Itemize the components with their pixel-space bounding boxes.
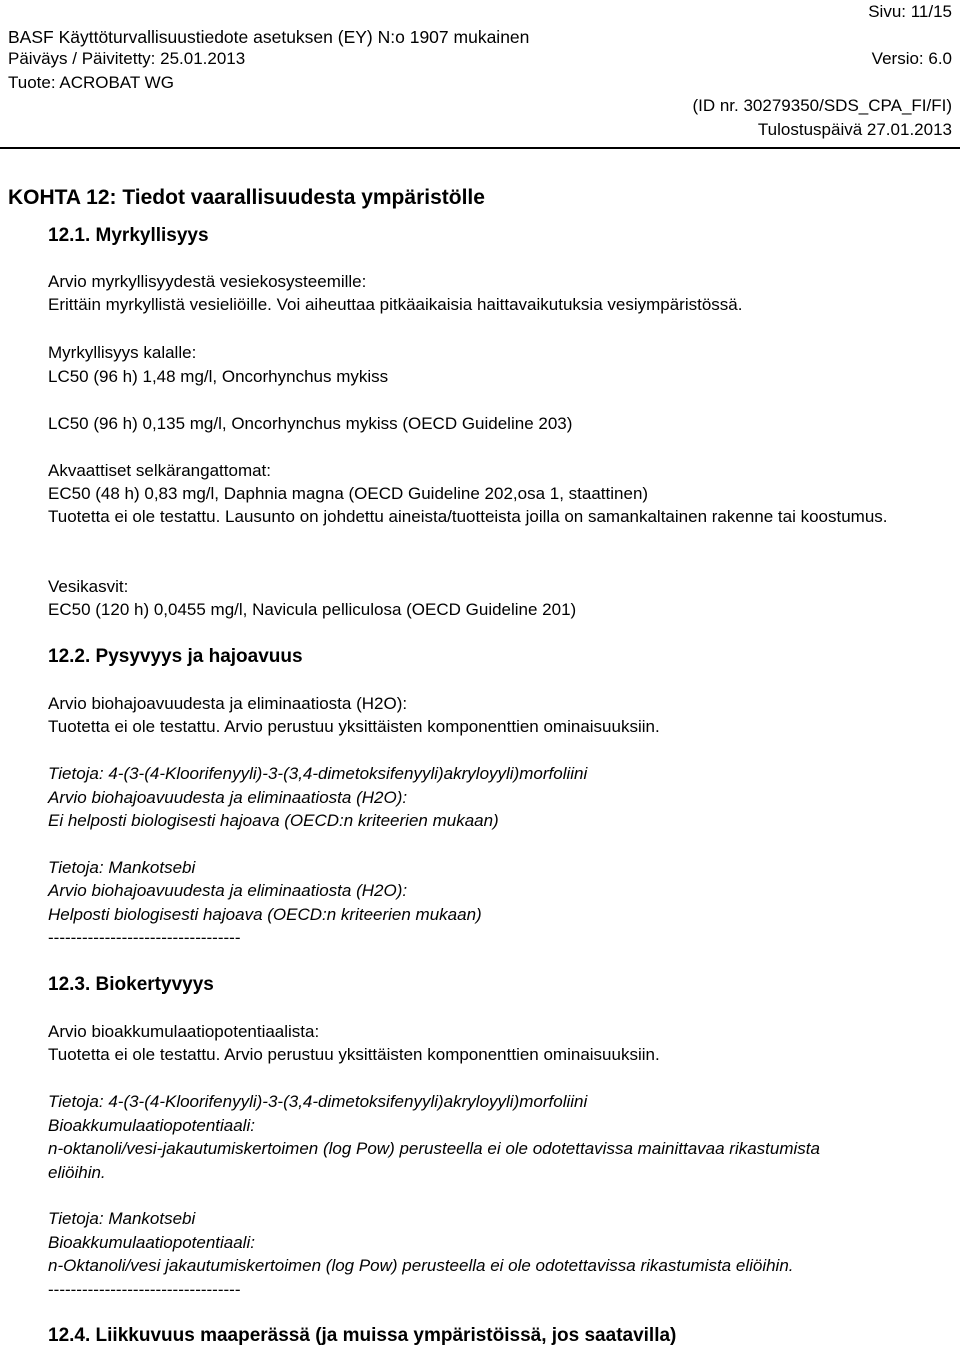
bioaccumulation-text: Tuotetta ei ole testattu. Arvio perustuu yksittäisten komponenttien ominaisuuksiin. <box>48 1045 660 1064</box>
heading-12-1: 12.1. Myrkyllisyys <box>48 225 209 246</box>
aquatic-plants-label: Vesikasvit: <box>48 577 129 596</box>
document-id: (ID nr. 30279350/SDS_CPA_FI/FI) <box>692 96 952 115</box>
fish-toxicity-2: LC50 (96 h) 0,135 mg/l, Oncorhynchus mykiss (OECD Guideline 203) <box>48 414 573 433</box>
component-2-text: Helposti biologisesti hajoava (OECD:n kriteerien mukaan) <box>48 905 482 924</box>
bio-component-1-label: Bioakkumulaatiopotentiaali: <box>48 1116 255 1135</box>
component-1-text: Ei helposti biologisesti hajoava (OECD:n kriteerien mukaan) <box>48 811 499 830</box>
section-title: KOHTA 12: Tiedot vaarallisuudesta ympäristölle <box>8 186 485 209</box>
aquatic-assessment-text: Erittäin myrkyllistä vesieliöille. Voi aiheuttaa pitkäaikaisia haittavaikutuksia vesiympäristössä. <box>48 295 743 314</box>
invertebrates-2: Tuotetta ei ole testattu. Lausunto on johdettu aineista/tuotteista joilla on samankaltainen rakenne tai koostumus. <box>48 507 888 526</box>
bio-component-1-info: Tietoja: 4-(3-(4-Kloorifenyyli)-3-(3,4-dimetoksifenyyli)akryloyyli)morfoliini <box>48 1092 588 1111</box>
revision-date: Päiväys / Päivitetty: 25.01.2013 <box>8 49 246 68</box>
invertebrates-label: Akvaattiset selkärangattomat: <box>48 461 272 480</box>
biodegradation-label: Arvio biohajoavuudesta ja eliminaatiosta (H2O): <box>48 694 408 713</box>
bioaccumulation-label: Arvio bioakkumulaatiopotentiaalista: <box>48 1022 320 1041</box>
heading-12-2: 12.2. Pysyvyys ja hajoavuus <box>48 646 303 667</box>
product-name: Tuote: ACROBAT WG <box>8 73 174 92</box>
invertebrates-1: EC50 (48 h) 0,83 mg/l, Daphnia magna (OECD Guideline 202,osa 1, staattinen) <box>48 484 649 503</box>
component-1-info: Tietoja: 4-(3-(4-Kloorifenyyli)-3-(3,4-dimetoksifenyyli)akryloyyli)morfoliini <box>48 764 588 783</box>
document-title: BASF Käyttöturvallisuustiedote asetuksen (EY) N:o 1907 mukainen <box>8 27 530 47</box>
bio-component-2-info: Tietoja: Mankotsebi <box>48 1209 196 1228</box>
divider-12-2: ---------------------------------- <box>48 928 241 947</box>
page-number: Sivu: 11/15 <box>868 2 952 21</box>
aquatic-assessment-label: Arvio myrkyllisyydestä vesiekosysteemille: <box>48 272 367 291</box>
component-2-label: Arvio biohajoavuudesta ja eliminaatiosta (H2O): <box>48 881 408 900</box>
bio-component-2-label: Bioakkumulaatiopotentiaali: <box>48 1233 255 1252</box>
print-date: Tulostuspäivä 27.01.2013 <box>757 120 952 139</box>
component-2-info: Tietoja: Mankotsebi <box>48 858 196 877</box>
biodegradation-text: Tuotetta ei ole testattu. Arvio perustuu yksittäisten komponenttien ominaisuuksiin. <box>48 717 660 736</box>
fish-toxicity-1: LC50 (96 h) 1,48 mg/l, Oncorhynchus mykiss <box>48 367 389 386</box>
fish-toxicity-label: Myrkyllisyys kalalle: <box>48 343 197 362</box>
heading-12-4: 12.4. Liikkuvuus maaperässä (ja muissa ympäristöissä, jos saatavilla) <box>48 1325 677 1346</box>
component-1-label: Arvio biohajoavuudesta ja eliminaatiosta (H2O): <box>48 788 408 807</box>
heading-12-3: 12.3. Biokertyvyys <box>48 974 214 995</box>
bio-component-2-text: n-Oktanoli/vesi jakautumiskertoimen (log Pow) perusteella ei ole odotettavissa rikastumista eliöihin. <box>48 1256 794 1275</box>
aquatic-plants-1: EC50 (120 h) 0,0455 mg/l, Navicula pelliculosa (OECD Guideline 201) <box>48 600 577 619</box>
header-divider <box>0 147 960 149</box>
version: Versio: 6.0 <box>871 49 952 68</box>
divider-12-3: ---------------------------------- <box>48 1280 241 1299</box>
bio-component-1-text: n-oktanoli/vesi-jakautumiskertoimen (log Pow) perusteella ei ole odotettavissa mainittavaa rikastumista eliöihin. <box>48 1139 820 1182</box>
